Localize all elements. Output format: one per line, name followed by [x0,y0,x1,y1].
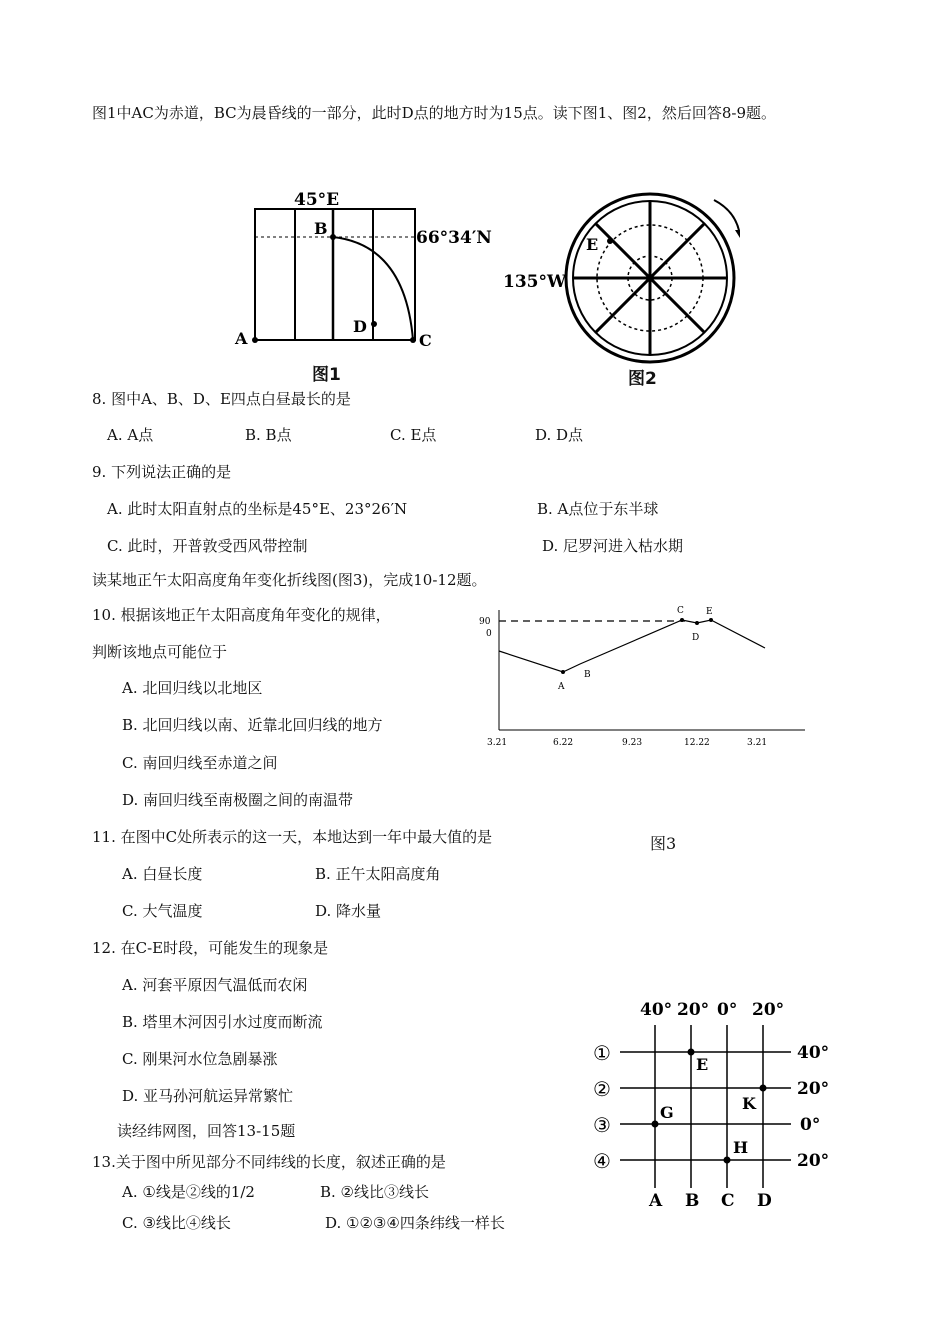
grid-right-label: 0° [800,1115,821,1135]
grid-point-e: E [696,1055,709,1074]
figure-1 [230,185,510,355]
q9-option-a: A. 此时太阳直射点的坐标是45°E、23°26′N [107,500,408,518]
grid-point-g: G [660,1103,674,1122]
fig3-y-label-top: 90 [479,617,491,627]
figure-3 [475,600,815,760]
grid-left-label: ① [593,1041,611,1065]
grid-bottom-label: D [757,1191,772,1211]
figure-2 [500,190,740,365]
fig1-point-a: A [235,329,248,348]
fig1-caption: 图1 [312,365,341,385]
grid-top-label: 0° [717,1000,738,1020]
fig1-point-b: B [314,219,328,238]
q11-stem: 11. 在图中C处所表示的这一天，本地达到一年中最大值的是 [92,828,493,846]
grid-right-label: 40° [797,1043,830,1063]
q10-stem-line2: 判断该地点可能位于 [92,643,228,661]
fig3-point-a: A [558,682,565,692]
q8-option-a: A. A点 [107,426,154,444]
fig3-x-tick: 6.22 [553,738,574,748]
fig2-lon-label: 135°W [503,272,567,292]
q13-option-a: A. ①线是②线的1/2 [122,1183,255,1201]
grid-bottom-label: A [649,1191,663,1211]
q12-option-b: B. 塔里木河因引水过度而断流 [122,1013,323,1031]
read-fig3-instruction: 读某地正午太阳高度角年变化折线图(图3)，完成10-12题。 [92,571,487,589]
q10-stem-line1: 10. 根据该地正午太阳高度角年变化的规律， [92,606,391,624]
fig3-x-tick: 3.21 [487,738,508,748]
q12-stem: 12. 在C-E时段，可能发生的现象是 [92,939,329,957]
q10-option-c: C. 南回归线至赤道之间 [122,754,278,772]
grid-left-label: ④ [593,1149,611,1173]
q10-option-b: B. 北回归线以南、近靠北回归线的地方 [122,716,383,734]
grid-left-label: ② [593,1077,611,1101]
grid-bottom-label: B [685,1191,700,1211]
fig3-point-e: E [706,607,713,617]
fig1-point-d: D [353,317,367,336]
q8-option-b: B. B点 [245,426,292,444]
fig3-y-label-bottom: 0 [486,629,492,639]
q12-option-c: C. 刚果河水位急剧暴涨 [122,1050,278,1068]
fig1-point-c: C [419,331,432,350]
q13-option-b: B. ②线比③线长 [320,1183,430,1201]
grid-right-label: 20° [797,1151,830,1171]
q13-stem: 13.关于图中所见部分不同纬线的长度，叙述正确的是 [92,1153,446,1171]
q9-option-c: C. 此时，开普敦受西风带控制 [107,537,308,555]
fig3-point-d: D [692,633,700,643]
q13-option-c: C. ③线比④线长 [122,1214,231,1232]
q12-option-d: D. 亚马孙河航运异常繁忙 [122,1087,294,1105]
lat-long-grid [585,990,840,1220]
q12-option-a: A. 河套平原因气温低而农闲 [122,976,308,994]
grid-top-label: 20° [752,1000,785,1020]
q11-option-b: B. 正午太阳高度角 [315,865,441,883]
intro-text: 图1中AC为赤道，BC为晨昏线的一部分，此时D点的地方时为15点。读下图1、图2，然后回答8-9题。 [92,104,776,122]
grid-point-k: K [742,1094,756,1113]
grid-left-label: ③ [593,1113,611,1137]
fig2-point-e: E [586,235,599,254]
grid-top-label: 20° [677,1000,710,1020]
grid-right-label: 20° [797,1079,830,1099]
fig3-point-c: C [677,606,684,616]
fig1-lat-label: 66°34′N [416,228,492,248]
q8-option-d: D. D点 [535,426,584,444]
q9-option-d: D. 尼罗河进入枯水期 [542,537,684,555]
q9-stem: 9. 下列说法正确的是 [92,463,232,481]
q11-option-c: C. 大气温度 [122,902,203,920]
q10-option-d: D. 南回归线至南极圈之间的南温带 [122,791,354,809]
fig3-x-tick: 9.23 [622,738,643,748]
grid-bottom-label: C [721,1191,735,1211]
q11-option-d: D. 降水量 [315,902,382,920]
q13-option-d: D. ①②③④四条纬线一样长 [325,1214,505,1232]
fig3-point-b: B [584,670,591,680]
read-grid-instruction: 读经纬网图，回答13-15题 [117,1122,296,1140]
q11-option-a: A. 白昼长度 [122,865,203,883]
fig3-caption: 图3 [650,834,677,853]
fig1-lon-label: 45°E [294,190,340,210]
fig2-caption: 图2 [628,369,657,389]
q10-option-a: A. 北回归线以北地区 [122,679,263,697]
grid-point-h: H [733,1138,749,1157]
q8-stem: 8. 图中A、B、D、E四点白昼最长的是 [92,390,351,408]
fig3-x-tick: 3.21 [747,738,768,748]
q8-option-c: C. E点 [390,426,437,444]
q9-option-b: B. A点位于东半球 [537,500,659,518]
grid-top-label: 40° [640,1000,673,1020]
fig3-x-tick: 12.22 [684,738,710,748]
